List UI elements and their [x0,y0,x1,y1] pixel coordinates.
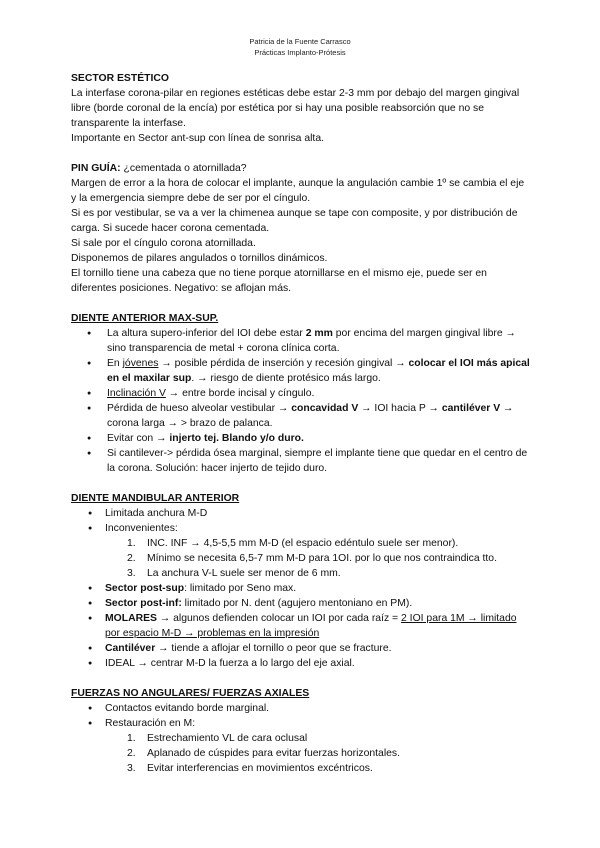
text: → tiende a aflojar el tornillo o peor que se fracture. [155,643,392,654]
section-title-sector-estetico: SECTOR ESTÉTICO [71,73,169,84]
text: . → riesgo de diente protésico más largo. [191,373,381,384]
text-underline: jóvenes [122,358,159,369]
header-author: Patricia de la Fuente Carrasco [249,37,351,46]
list-item [71,446,531,476]
list-item [71,401,531,431]
text: INC. INF → 4,5-5,5 mm M-D (el espacio edéntulo suele ser menor). [147,538,459,549]
text-bold: Cantiléver [105,643,156,654]
list-item [71,521,531,536]
bullet-list [71,326,531,476]
paragraph: Importante en Sector ant-sup con línea de sonrisa alta. [71,133,324,144]
text: Evitar interferencias en movimientos excéntricos. [147,763,373,774]
section-title-fuerzas: FUERZAS NO ANGULARES/ FUERZAS AXIALES [71,688,310,699]
text: Limitada anchura M-D [105,508,208,519]
list-item [71,761,531,776]
list-item [71,641,531,656]
text: → IOI hacia P → [358,403,442,414]
text: Inconvenientes: [105,523,178,534]
list-number: 3. [127,763,136,774]
list-item [71,506,531,521]
text: En [107,358,123,369]
list-item [71,566,531,581]
text-underline: Inclinación V [107,388,166,399]
section-title-diente-anterior: DIENTE ANTERIOR MAX-SUP. [71,313,219,324]
text-bold: Sector post-sup [105,583,185,594]
text: La anchura V-L suele ser menor de 6 mm. [147,568,341,579]
list-number: 2. [127,748,136,759]
list-item [71,431,531,446]
text-bold: injerto tej. Blando y/o duro. [169,433,304,444]
text: Contactos evitando borde marginal. [105,703,270,714]
text: La altura supero-inferior del IOI debe estar [107,328,306,339]
text: Pérdida de hueso alveolar vestibular → [107,403,292,414]
section-title-diente-mandibular: DIENTE MANDIBULAR ANTERIOR [71,493,240,504]
list-item [71,701,531,716]
numbered-list [71,536,531,581]
list-item [71,536,531,551]
text-underline: 2 IOI para 1M → limitado por espacio M-D → problemas en la impresión [105,613,517,639]
list-item [71,581,531,596]
numbered-list [71,731,531,776]
text-bold: concavidad V [291,403,359,414]
bullet-list [71,701,531,731]
text: Mínimo se necesita 6,5-7 mm M-D para 1OI. por lo que nos contraindica tto. [147,553,497,564]
header-subject: Prácticas Implanto-Prótesis [254,48,346,57]
paragraph: El tornillo tiene una cabeza que no tiene porque atornillarse en el mismo eje, puede ser en diferentes posiciones. Negativo: se aflojan más. [71,268,487,294]
text: Evitar con → [107,433,170,444]
list-item [71,656,531,671]
text: Restauración en M: [105,718,196,729]
pin-guia-heading [71,161,531,176]
text-bold: cantiléver V [441,403,501,414]
text: por encima del margen gingival libre → sino transparencia de metal + corona clínica corta. [107,328,516,354]
text: → entre borde incisal y cíngulo. [165,388,315,399]
list-item [71,551,531,566]
text-bold: → colocar el IOI más apical en el maxilar sup [107,358,530,384]
list-item [71,596,531,611]
bullet-list [71,581,531,671]
text: : limitado por Seno max. [184,583,297,594]
list-item [71,746,531,761]
list-item [71,611,531,641]
bullet-list [71,506,531,536]
list-item [71,731,531,746]
list-item [71,386,531,401]
list-item [71,716,531,731]
text: Si cantilever-> pérdida ósea marginal, siempre el implante tiene que quedar en el centro de la corona. Solución: hacer injerto de tejido duro. [107,448,528,474]
list-number: 2. [127,553,136,564]
text-bold: 2 mm [305,328,333,339]
list-item [71,356,531,386]
text: → posible pérdida de inserción y recesión gingival [158,358,396,369]
paragraph: Disponemos de pilares angulados o tornillos dinámicos. [71,253,328,264]
list-item [71,326,531,356]
list-number: 3. [127,568,136,579]
text: Aplanado de cúspides para evitar fuerzas horizontales. [147,748,400,759]
paragraph: La interfase corona-pilar en regiones estéticas debe estar 2-3 mm por debajo del margen gingival libre (borde coronal de la encía) por estética por si hay una posible reabsorción que no se transparente la interfase. [71,88,520,129]
text-bold: Sector post-inf: [105,598,182,609]
pin-guia-question: ¿cementada o atornillada? [120,163,247,174]
paragraph: Si es por vestibular, se va a ver la chimenea aunque se tape con composite, y por distribución de carga. Si sucede hacer corona cementada. [71,208,518,234]
list-number: 1. [127,733,136,744]
text: Estrechamiento VL de cara oclusal [147,733,308,744]
page-header [0,36,600,58]
paragraph: Si sale por el cíngulo corona atornillada. [71,238,256,249]
text: limitado por N. dent (agujero mentoniano en PM). [181,598,413,609]
section-title-pin-guia: PIN GUÍA: [71,163,121,174]
text: IDEAL → centrar M-D la fuerza a lo largo del eje axial. [105,658,355,669]
document-body [71,71,531,776]
list-number: 1. [127,538,136,549]
text: → corona larga → > brazo de palanca. [107,403,514,429]
paragraph: Margen de error a la hora de colocar el implante, aunque la angulación cambie 1º se cambia el eje y la emergencia siempre debe de ser por el cíngulo. [71,178,525,204]
text-bold: MOLARES [105,613,157,624]
text: → algunos defienden colocar un IOI por cada raíz = [156,613,402,624]
